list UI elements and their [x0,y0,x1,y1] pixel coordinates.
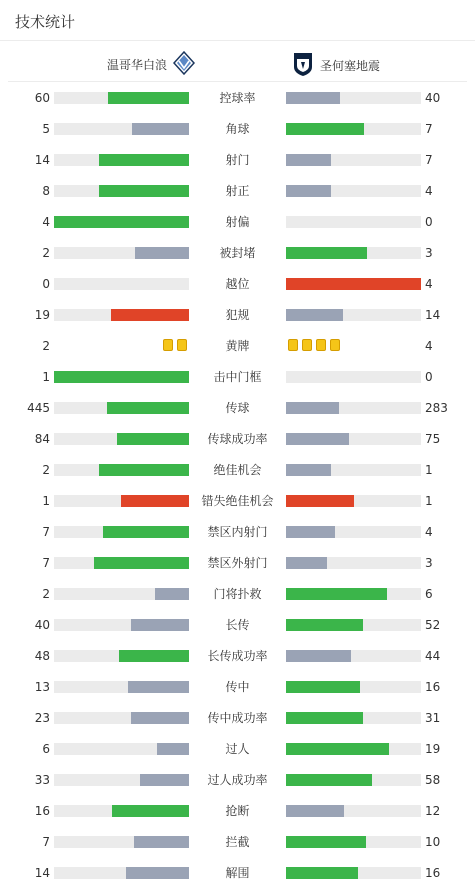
stat-row [0,245,475,261]
home-stat-bar-fill [131,712,189,724]
away-stat-bar-fill [286,774,372,786]
away-stat-bar-track [286,92,421,104]
home-stat-bar-track [54,92,189,104]
home-stat-bar-track [54,805,189,817]
home-stat-bar-track [54,526,189,538]
stat-row [0,741,475,757]
home-stat-bar-track [54,154,189,166]
home-stat-bar-fill [131,619,189,631]
home-stat-bar-fill [99,185,189,197]
away-stat-value: 10 [425,835,441,849]
away-stat-bar-fill [286,681,360,693]
stat-label: 射偏 [225,215,250,229]
home-stat-value: 60 [34,91,50,105]
yellow-card-icon [316,339,326,351]
home-stat-bar-track [54,309,189,321]
home-stat-value: 14 [34,866,50,880]
home-stat-bar-track [54,867,189,879]
stat-label: 绝佳机会 [213,463,262,477]
away-stat-value: 1 [425,463,433,477]
away-stat-bar-track [286,402,421,414]
away-stat-value: 6 [425,587,433,601]
home-stat-bar-track [54,650,189,662]
away-stat-value: 16 [425,680,441,694]
home-stat-bar-fill [99,464,189,476]
stat-row [0,834,475,850]
away-stat-bar-track [286,805,421,817]
away-stat-bar-track [286,464,421,476]
away-team[interactable] [292,51,386,80]
stat-row [0,617,475,633]
stat-row [0,121,475,137]
stat-label: 黄牌 [225,339,250,353]
away-stat-bar-fill [286,154,331,166]
home-stat-bar-track [54,836,189,848]
home-stat-bar-track [54,123,189,135]
away-stat-bar-fill [286,278,421,290]
away-stat-bar-track [286,309,421,321]
stat-label: 抢断 [225,804,250,818]
away-stat-value: 75 [425,432,441,446]
stat-row [0,431,475,447]
stat-row [0,90,475,106]
away-stat-bar-track [286,123,421,135]
away-stat-bar-fill [286,743,389,755]
away-stat-value: 52 [425,618,441,632]
home-stat-bar-fill [128,681,189,693]
page-header [0,0,475,41]
away-stat-bar-fill [286,588,387,600]
away-stat-bar-fill [286,123,364,135]
stat-label: 犯规 [225,308,250,322]
away-team-logo-icon [292,51,314,80]
away-stat-value: 4 [425,184,433,198]
home-stat-value: 48 [34,649,50,663]
home-stat-value: 2 [42,246,50,260]
stat-label: 过人成功率 [207,773,268,787]
home-stat-bar-fill [134,836,189,848]
home-stat-bar-track [54,464,189,476]
home-stat-bar-fill [126,867,189,879]
home-stat-bar-fill [54,371,189,383]
stat-row [0,152,475,168]
home-stat-bar-fill [117,433,189,445]
home-stat-bar-track [54,588,189,600]
home-stat-value: 7 [42,835,50,849]
away-stat-bar-track [286,278,421,290]
home-stat-value: 445 [27,401,50,415]
home-stat-bar-track [54,712,189,724]
stat-label: 门将扑救 [213,587,262,601]
away-stat-value: 4 [425,277,433,291]
away-stat-value: 19 [425,742,441,756]
stat-row [0,183,475,199]
away-stat-value: 58 [425,773,441,787]
home-stat-bar-fill [132,123,189,135]
home-stat-value: 7 [42,556,50,570]
stat-row [0,524,475,540]
stat-row [0,276,475,292]
away-stat-value: 4 [425,525,433,539]
away-stat-value: 44 [425,649,441,663]
away-stat-bar-track [286,743,421,755]
stat-label: 过人 [225,742,250,756]
stat-row [0,772,475,788]
away-stat-bar-track [286,712,421,724]
away-stat-bar-track [286,433,421,445]
away-stat-bar-fill [286,92,340,104]
away-stat-bar-fill [286,867,358,879]
yellow-card-icon [302,339,312,351]
home-team-logo-icon [173,51,195,78]
home-stat-bar-track [54,278,189,290]
home-stat-value: 0 [42,277,50,291]
home-stat-bar-fill [94,557,189,569]
away-stat-bar-track [286,247,421,259]
home-team-name: 温哥华白浪 [107,58,168,72]
teams-bar [8,41,467,82]
home-stat-value: 16 [34,804,50,818]
home-stat-value: 1 [42,494,50,508]
away-stat-bar-track [286,526,421,538]
away-stat-bar-track [286,650,421,662]
stat-label: 解围 [225,866,250,880]
home-stat-bar-fill [121,495,189,507]
stat-label: 长传 [225,618,250,632]
home-stat-bar-track [54,247,189,259]
stat-label: 越位 [225,277,250,291]
away-stat-bar-fill [286,495,354,507]
home-stat-bar-fill [140,774,189,786]
away-stat-bar-track [286,681,421,693]
away-stat-value: 283 [425,401,448,415]
home-stat-value: 7 [42,525,50,539]
stat-label: 传球成功率 [207,432,268,446]
away-stat-bar-track [286,774,421,786]
stat-label: 拦截 [225,835,250,849]
yellow-card-icon [288,339,298,351]
home-stat-bar-track [54,185,189,197]
stat-label: 禁区内射门 [207,525,268,539]
stat-row [0,555,475,571]
home-stat-value: 2 [42,463,50,477]
home-stat-bar-fill [99,154,189,166]
away-stat-bar-fill [286,557,327,569]
away-team-name: 圣何塞地震 [320,59,381,73]
home-stat-bar-fill [112,805,189,817]
home-stat-bar-fill [111,309,189,321]
away-stat-bar-fill [286,464,331,476]
away-stat-value: 0 [425,370,433,384]
away-stat-value: 7 [425,122,433,136]
home-stat-bar-track [54,402,189,414]
home-stat-value: 19 [34,308,50,322]
away-stat-value: 40 [425,91,441,105]
stat-label: 传中成功率 [207,711,268,725]
home-stat-value: 14 [34,153,50,167]
stat-row [0,803,475,819]
page-title: 技术统计 [15,13,76,31]
away-stat-bar-track [286,619,421,631]
home-stat-value: 5 [42,122,50,136]
away-stat-value: 4 [425,339,433,353]
stat-row [0,369,475,385]
home-stat-bar-track [54,774,189,786]
stat-row [0,493,475,509]
home-stat-bar-fill [135,247,189,259]
stat-label: 击中门框 [213,370,262,384]
away-stat-value: 0 [425,215,433,229]
stat-row [0,214,475,230]
away-stat-bar-fill [286,526,335,538]
home-stat-value: 2 [42,339,50,353]
away-stat-bar-track [286,154,421,166]
home-stat-bar-fill [103,526,189,538]
away-stat-bar-track [286,371,421,383]
away-stat-value: 12 [425,804,441,818]
away-stat-value: 16 [425,866,441,880]
home-yellow-cards [161,339,189,353]
home-stat-bar-track [54,743,189,755]
away-stat-bar-fill [286,712,363,724]
away-stat-bar-fill [286,247,367,259]
stat-label: 射门 [225,153,250,167]
home-stat-bar-track [54,495,189,507]
stat-label: 角球 [225,122,250,136]
away-stat-bar-track [286,216,421,228]
home-stat-value: 8 [42,184,50,198]
away-stat-bar-track [286,588,421,600]
stat-row [0,648,475,664]
away-stat-value: 7 [425,153,433,167]
away-stat-value: 31 [425,711,441,725]
away-stat-bar-fill [286,433,349,445]
home-team[interactable] [101,51,195,78]
stat-row [0,462,475,478]
home-stat-bar-fill [157,743,189,755]
stat-label: 长传成功率 [207,649,268,663]
home-stat-value: 4 [42,215,50,229]
away-stat-value: 14 [425,308,441,322]
away-stat-bar-fill [286,805,344,817]
home-stat-bar-fill [108,92,189,104]
yellow-card-icon [330,339,340,351]
home-stat-value: 6 [42,742,50,756]
stat-label: 被封堵 [219,246,256,260]
home-stat-value: 13 [34,680,50,694]
away-stat-value: 3 [425,556,433,570]
away-stat-bar-track [286,836,421,848]
home-stat-value: 33 [34,773,50,787]
away-stat-bar-fill [286,650,351,662]
home-stat-value: 23 [34,711,50,725]
away-stat-bar-track [286,495,421,507]
away-stat-bar-fill [286,836,366,848]
home-stat-bar-fill [155,588,189,600]
away-yellow-cards [286,339,342,353]
stat-row [0,865,475,881]
away-stat-bar-fill [286,619,363,631]
home-stat-bar-track [54,371,189,383]
stat-label: 射正 [225,184,250,198]
away-stat-bar-track [286,867,421,879]
home-stat-bar-track [54,681,189,693]
stat-label: 控球率 [219,91,256,105]
stat-label: 禁区外射门 [207,556,268,570]
home-stat-bar-track [54,433,189,445]
stat-label: 传中 [225,680,250,694]
yellow-card-icon [177,339,187,351]
stat-row [0,307,475,323]
stat-label: 错失绝佳机会 [201,494,274,508]
away-stat-bar-fill [286,309,343,321]
away-stat-value: 3 [425,246,433,260]
stat-row [0,586,475,602]
home-stat-bar-fill [54,216,189,228]
home-stat-bar-fill [107,402,189,414]
home-stat-value: 40 [34,618,50,632]
home-stat-bar-track [54,216,189,228]
stat-row [0,679,475,695]
away-stat-bar-fill [286,185,331,197]
home-stat-bar-fill [119,650,189,662]
away-stat-bar-track [286,185,421,197]
yellow-card-icon [163,339,173,351]
home-stat-value: 2 [42,587,50,601]
away-stat-bar-track [286,557,421,569]
stat-row [0,710,475,726]
home-stat-bar-track [54,619,189,631]
stat-row [0,400,475,416]
away-stat-value: 1 [425,494,433,508]
stat-label: 传球 [225,401,250,415]
home-stat-bar-track [54,557,189,569]
stat-row [0,338,475,354]
away-stat-bar-fill [286,402,339,414]
home-stat-value: 1 [42,370,50,384]
home-stat-value: 84 [34,432,50,446]
